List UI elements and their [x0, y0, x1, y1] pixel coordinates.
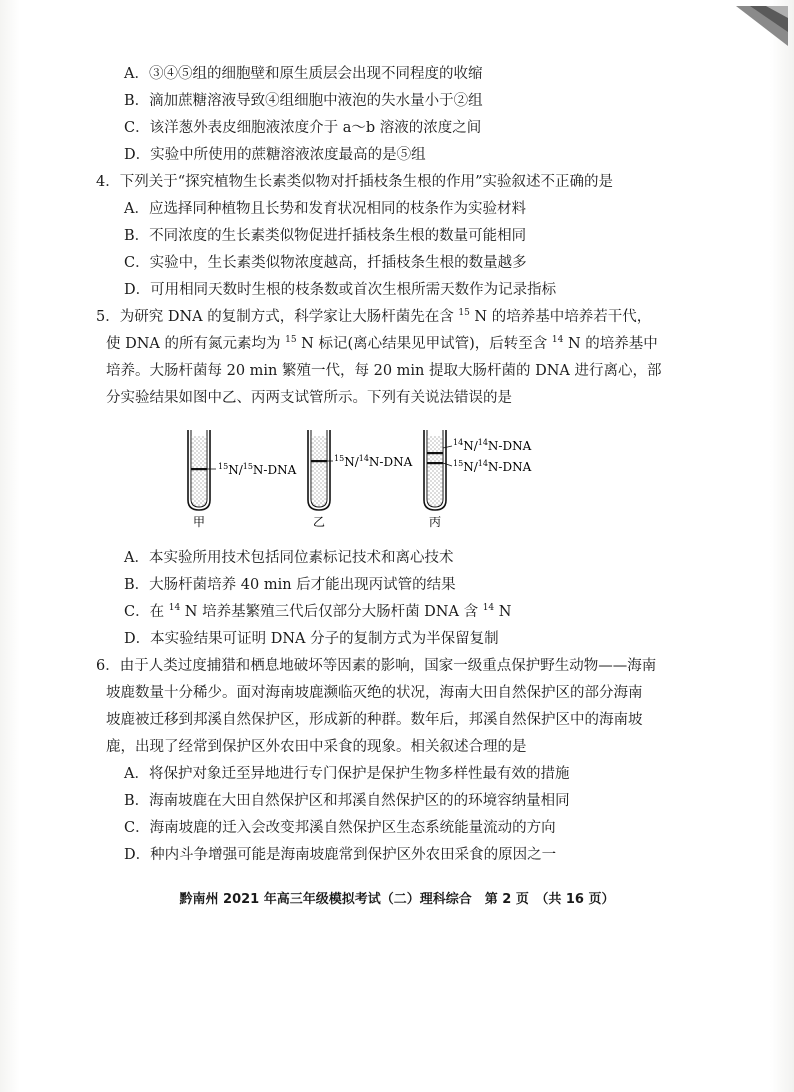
q5-stem-line-1: 5．为研究 DNA 的复制方式，科学家让大肠杆菌先在含 $^{15}$ N 的培养基中培养若干代， [96, 308, 652, 325]
q4-option-c: C．实验中，生长素类似物浓度越高，扦插枝条生根的数量越多 [124, 255, 527, 271]
scan-corner-mark [726, 6, 788, 46]
q4-option-b: B．不同浓度的生长素类似物促进扦插枝条生根的数量可能相同 [124, 228, 527, 244]
q4-option-d: D．可用相同天数时生根的枝条数或首次生根所需天数作为记录指标 [124, 282, 557, 298]
q6-stem-line-2: 坡鹿数量十分稀少。面对海南坡鹿濒临灭绝的状况，海南大田自然保护区的部分海南 [106, 685, 643, 701]
q6-option-d: D．种内斗争增强可能是海南坡鹿常到保护区外农田采食的原因之一 [124, 847, 557, 863]
q5-option-b: B．大肠杆菌培养 40 min 后才能出现丙试管的结果 [124, 577, 456, 593]
tube-bing-label: 丙 [429, 515, 442, 529]
q6-option-c: C．海南坡鹿的迁入会改变邦溪自然保护区生态系统能量流动的方向 [124, 820, 556, 836]
q3-option-b: B．滴加蔗糖溶液导致④组细胞中液泡的失水量小于②组 [124, 93, 483, 109]
q3-option-c: C．该洋葱外表皮细胞液浓度介于 a～b 溶液的浓度之间 [124, 120, 482, 136]
q5-stem-line-3: 培养。大肠杆菌每 20 min 繁殖一代，每 20 min 提取大肠杆菌的 DNA 进行离心，部 [106, 363, 662, 379]
tube-jia [188, 430, 216, 510]
dna-band-top [427, 452, 443, 454]
q4-option-a: A．应选择同种植物且长势和发育状况相同的枝条作为实验材料 [124, 201, 526, 217]
q6-stem-line-3: 坡鹿被迁移到邦溪自然保护区，形成新的种群。数年后，邦溪自然保护区中的海南坡 [106, 712, 643, 728]
q3-option-a: A．③④⑤组的细胞壁和原生质层会出现不同程度的收缩 [124, 66, 483, 82]
q3-option-d: D．实验中所使用的蔗糖溶液浓度最高的是⑤组 [124, 147, 426, 163]
q5-option-c: C．在 $^{14}$ N 培养基繁殖三代后仅部分大肠杆菌 DNA 含 $^{14}$ N [124, 603, 512, 620]
test-tube-diagram [180, 426, 540, 532]
tube-bing [424, 430, 452, 510]
q5-stem-line-2: 使 DNA 的所有氮元素均为 $^{15}$ N 标记(离心结果见甲试管)，后转至含 $^{14}$ N 的培养基中 [106, 335, 658, 352]
tube-jia-band-label: $^{15}$N/$^{15}$N-DNA [218, 462, 297, 477]
tube-bing-band-bottom-label: $^{15}$N/$^{14}$N-DNA [453, 459, 532, 474]
q6-option-b: B．海南坡鹿在大田自然保护区和邦溪自然保护区的的环境容纳量相同 [124, 793, 570, 809]
tube-jia-label: 甲 [193, 515, 206, 529]
q5-option-a: A．本实验所用技术包括同位素标记技术和离心技术 [124, 550, 454, 566]
dna-band [191, 468, 207, 470]
footer-text: 黔南州 2021 年高三年级模拟考试（二）理科综合 第 2 页 （共 16 页） [179, 892, 615, 907]
tube-yi [308, 430, 333, 510]
q5-stem-line-4: 分实验结果如图中乙、丙两支试管所示。下列有关说法错误的是 [106, 390, 512, 406]
q6-stem-line-1: 6．由于人类过度捕猎和栖息地破坏等因素的影响，国家一级重点保护野生动物——海南 [96, 658, 657, 674]
page-footer [0, 888, 794, 907]
q5-option-d: D．本实验结果可证明 DNA 分子的复制方式为半保留复制 [124, 631, 499, 647]
tube-yi-band-label: $^{15}$N/$^{14}$N-DNA [334, 454, 413, 469]
q4-stem: 4．下列关于“探究植物生长素类似物对扦插枝条生根的作用”实验叙述不正确的是 [96, 174, 614, 190]
tube-bing-band-top-label: $^{14}$N/$^{14}$N-DNA [453, 438, 532, 453]
q6-option-a: A．将保护对象迁至异地进行专门保护是保护生物多样性最有效的措施 [124, 766, 570, 782]
tube-yi-label: 乙 [313, 515, 326, 529]
dna-band [311, 460, 327, 462]
q6-stem-line-4: 鹿，出现了经常到保护区外农田中采食的现象。相关叙述合理的是 [106, 739, 527, 755]
dna-band-bottom [427, 462, 443, 464]
